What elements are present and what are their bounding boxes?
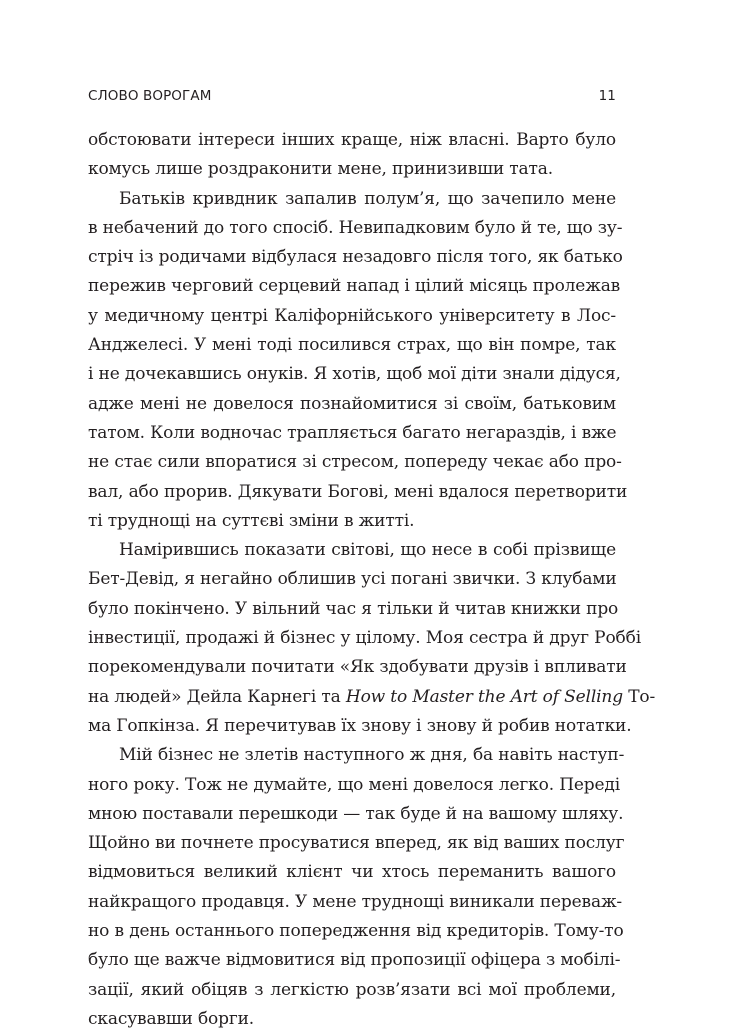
text-line: найкращого продавця. У мене труднощі виникали переваж- bbox=[88, 891, 623, 912]
text-line: було ще важче відмовитися від пропозиції офіцера з мобілі- bbox=[88, 950, 621, 971]
text-line: скасувавши борги. bbox=[88, 1008, 255, 1029]
text-line: не стає сили впоратися зі стресом, попереду чекає або про- bbox=[88, 452, 622, 473]
text-line: Мій бізнес не злетів наступного ж дня, ба навіть наступ- bbox=[119, 745, 625, 766]
running-header bbox=[88, 88, 616, 110]
text-line: Батьків кривдник запалив полум’я, що зачепило мене bbox=[119, 188, 616, 209]
text-line: Намірившись показати світові, що несе в собі прізвище bbox=[119, 540, 616, 561]
text-line: адже мені не довелося познайомитися зі своїм, батьковим bbox=[88, 393, 616, 414]
text-line: ті труднощі на суттєві зміни в житті. bbox=[88, 510, 415, 531]
book-title-italic: How to Master the Art of Selling bbox=[345, 686, 623, 707]
text-line: татом. Коли водночас трапляється багато негараздів, і вже bbox=[88, 422, 617, 443]
text-line: комусь лише роздраконити мене, принизивши тата. bbox=[88, 159, 554, 180]
text-line bbox=[88, 683, 656, 712]
text-line: обстоювати інтереси інших краще, ніж власні. Варто було bbox=[88, 130, 616, 150]
text-line: і не дочекавшись онуків. Я хотів, щоб мої діти знали дідуся, bbox=[88, 364, 621, 385]
text-line: ного року. Тож не думайте, що мені довелося легко. Переді bbox=[88, 774, 621, 795]
text-line: Анджелесі. У мені тоді посилився страх, що він помре, так bbox=[88, 335, 616, 356]
text-line: відмовиться великий клієнт чи хтось переманить вашого bbox=[88, 862, 616, 883]
text-line: ма Гопкінза. Я перечитував їх знову і знову й робив нотатки. bbox=[88, 715, 632, 736]
text-line: Щойно ви почнете просуватися вперед, як від ваших послуг bbox=[88, 833, 625, 854]
body-text bbox=[88, 126, 656, 1034]
text-line: вал, або прорив. Дякувати Богові, мені вдалося перетворити bbox=[88, 481, 628, 502]
text-line: мною поставали перешкоди — так буде й на вашому шляху. bbox=[88, 803, 624, 824]
text-segment: То- bbox=[622, 686, 656, 707]
text-line: було покінчено. У вільний час я тільки й читав книжки про bbox=[88, 598, 619, 619]
text-line: пережив черговий серцевий напад і цілий місяць пролежав bbox=[88, 276, 621, 297]
text-line: порекомендували почитати «Як здобувати друзів і впливати bbox=[88, 657, 627, 678]
running-title: СЛОВО ВОРОГАМ bbox=[88, 88, 212, 104]
text-line: у медичному центрі Каліфорнійського університету в Лос- bbox=[88, 305, 616, 326]
page-number: 11 bbox=[598, 88, 616, 104]
text-line: стріч із родичами відбулася незадовго після того, як батько bbox=[88, 247, 623, 268]
text-line: в небачений до того спосіб. Невипадковим було й те, що зу- bbox=[88, 217, 623, 238]
text-line: зації, який обіцяв з легкістю розв’язати всі мої проблеми, bbox=[88, 979, 616, 1000]
text-segment: на людей» Дейла Карнегі та bbox=[88, 686, 346, 707]
text-line: Бет-Девід, я негайно облишив усі погані звички. З клубами bbox=[88, 569, 617, 590]
text-line: но в день останнього попередження від кредиторів. Тому-то bbox=[88, 921, 624, 942]
text-line: інвестиції, продажі й бізнес у цілому. Моя сестра й друг Роббі bbox=[88, 628, 642, 649]
